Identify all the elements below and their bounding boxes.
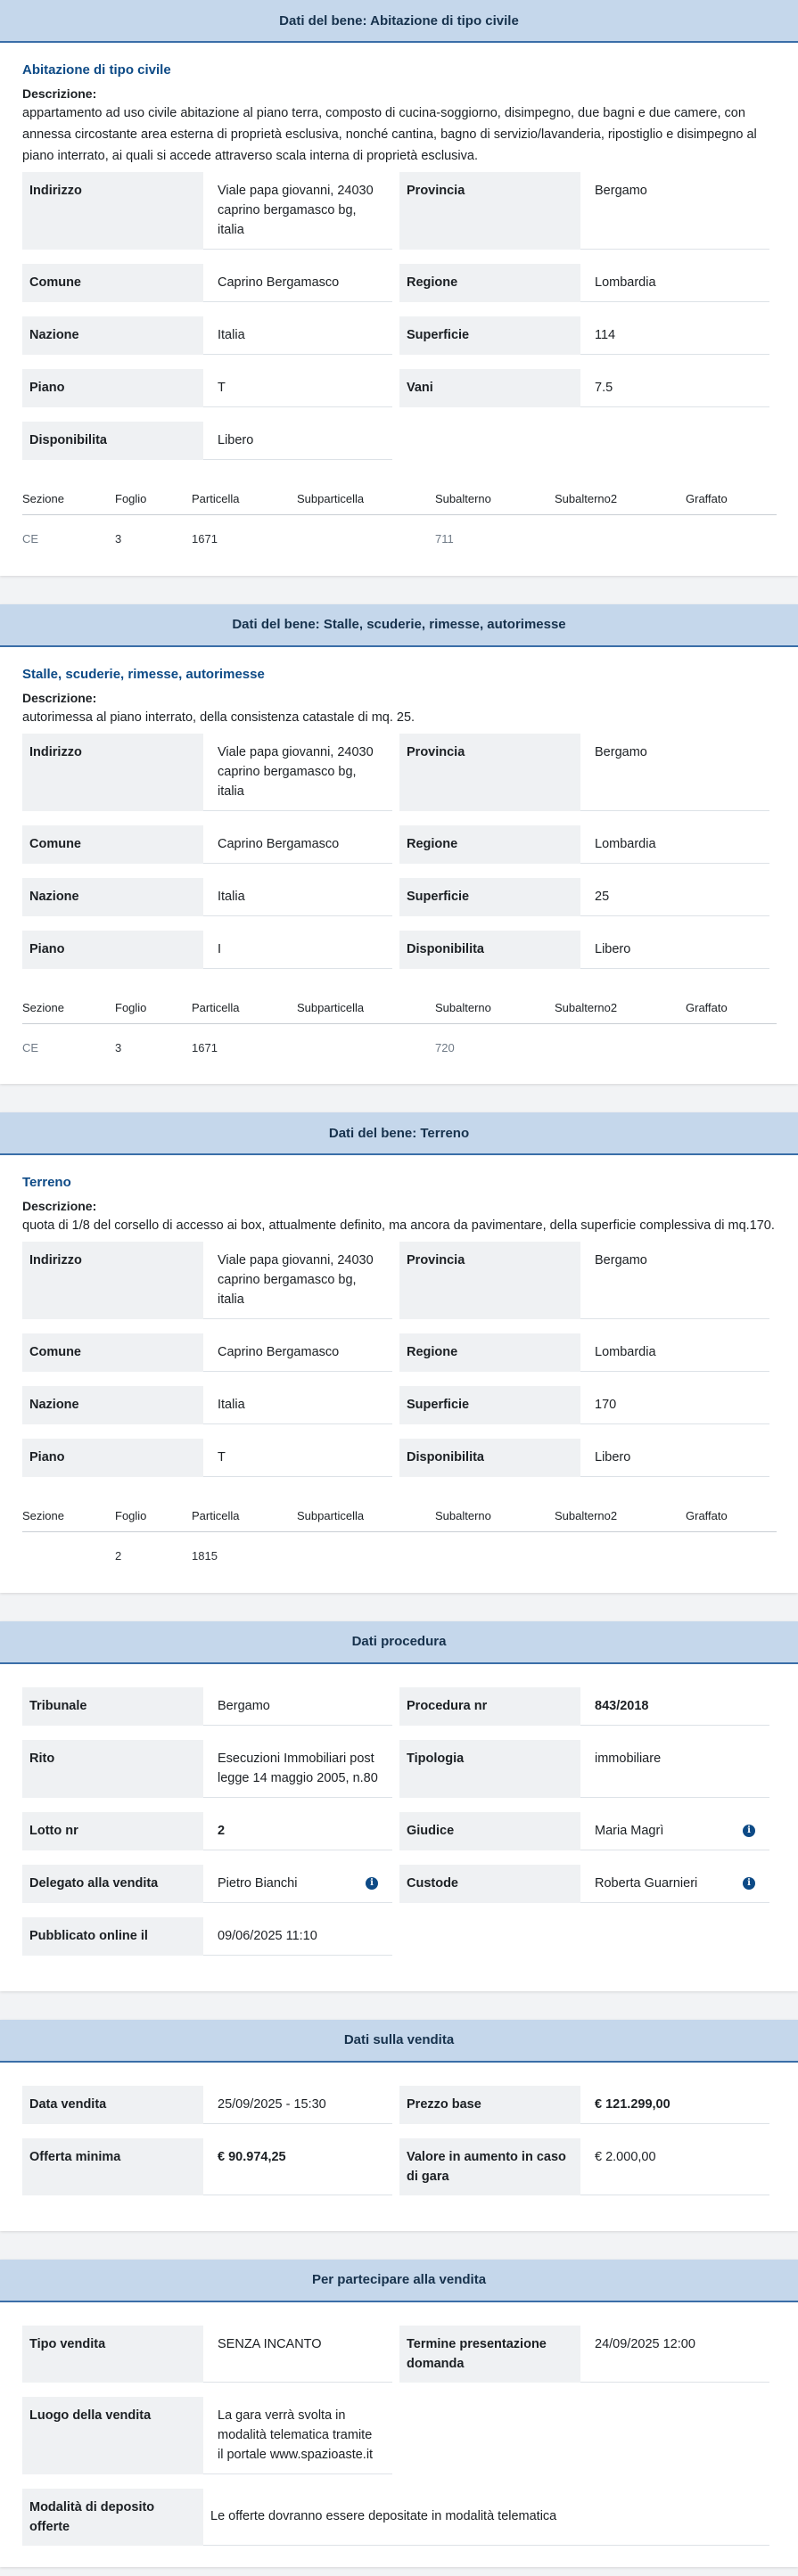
field-label: Custode	[399, 1865, 580, 1903]
field-value-text: Viale papa giovanni, 24030 caprino bergamasco bg, italia	[218, 184, 374, 237]
field-value-text: Bergamo	[595, 744, 647, 759]
field-value	[203, 369, 392, 407]
bene-title: Terreno	[22, 1175, 71, 1190]
bene-title: Abitazione di tipo civile	[22, 62, 171, 78]
catasto-col-header: Foglio	[115, 485, 192, 515]
field-value-text: 25/09/2025 - 15:30	[218, 2096, 326, 2112]
catasto-table	[22, 485, 777, 554]
details-grid	[22, 734, 777, 983]
field-label: Piano	[22, 1439, 203, 1477]
description-label: Descrizione:	[22, 86, 97, 101]
card-header: Dati del bene: Stalle, scuderie, rimesse, autorimesse	[0, 604, 798, 647]
catasto-body	[22, 1023, 777, 1062]
catasto-header	[22, 994, 777, 1024]
field-value-text: € 121.299,00	[595, 2096, 670, 2112]
partecipare-card	[0, 2260, 798, 2567]
field-label: Tipologia	[399, 1740, 580, 1798]
field-value-text: Italia	[218, 328, 245, 342]
field-label: Provincia	[399, 734, 580, 811]
catasto-cell	[297, 1023, 435, 1062]
field-value-text: 170	[595, 1398, 617, 1412]
field-value	[580, 2086, 769, 2124]
field-value-text: Lombardia	[595, 275, 656, 290]
details-grid	[22, 172, 777, 474]
catasto-col-header: Sezione	[22, 1502, 115, 1532]
catasto-col-header: Graffato	[686, 485, 777, 515]
catasto-col-header: Subparticella	[297, 994, 435, 1024]
field-value-text: Caprino Bergamasco	[218, 275, 340, 290]
field-value	[580, 1812, 769, 1850]
vendita-card	[0, 2020, 798, 2231]
field-label: Offerta minima	[22, 2138, 203, 2195]
card-body	[0, 43, 798, 576]
field-value	[203, 1865, 392, 1903]
field-value-text: SENZA INCANTO	[218, 2336, 322, 2351]
info-icon[interactable]: i	[743, 1877, 755, 1890]
field-value-text: Bergamo	[595, 1253, 647, 1267]
card-body	[0, 2063, 798, 2231]
field-value	[203, 734, 392, 811]
catasto-col-header: Subalterno2	[555, 1502, 686, 1532]
field-value	[580, 1386, 769, 1424]
field-value	[203, 1812, 392, 1850]
catasto-header-row	[22, 994, 777, 1024]
catasto-cell	[686, 1023, 777, 1062]
catasto-cell: 1671	[192, 1040, 218, 1054]
field-value	[580, 1333, 769, 1372]
catasto-col-header: Sezione	[22, 994, 115, 1024]
field-value: Le offerte dovranno essere depositate in modalità telematica	[203, 2489, 769, 2546]
field-value-text: Libero	[595, 941, 631, 956]
field-value	[203, 1740, 392, 1798]
field-value	[580, 878, 769, 916]
details-grid	[22, 2326, 777, 2489]
field-label: Delegato alla vendita	[22, 1865, 203, 1903]
procedura-card	[0, 1621, 798, 1991]
field-label: Regione	[399, 825, 580, 864]
catasto-col-header: Subparticella	[297, 1502, 435, 1532]
catasto-header	[22, 485, 777, 515]
field-value-text: immobiliare	[595, 1751, 662, 1766]
catasto-header-row	[22, 485, 777, 515]
field-value-text: Libero	[218, 433, 254, 447]
field-label: Disponibilita	[399, 931, 580, 969]
catasto-col-header: Foglio	[115, 1502, 192, 1532]
field-value-text: Italia	[218, 889, 245, 904]
description-text: quota di 1/8 del corsello di accesso ai box, attualmente definito, ma ancora da pavimentare, della superficie complessiva di mq.170.	[22, 1218, 775, 1233]
field-label: Provincia	[399, 172, 580, 250]
catasto-col-header: Particella	[192, 1502, 297, 1532]
field-value-text: 843/2018	[595, 1698, 649, 1713]
field-value-text: La gara verrà svolta in modalità telematica tramite il portale www.spazioaste.it	[218, 2408, 374, 2462]
card-header: Dati sulla vendita	[0, 2020, 798, 2063]
field-value	[203, 1917, 392, 1956]
catasto-header	[22, 1502, 777, 1532]
field-label: Indirizzo	[22, 734, 203, 811]
field-label: Piano	[22, 931, 203, 969]
field-label: Termine presentazione domanda	[399, 2326, 580, 2383]
field-value-text: 09/06/2025 11:10	[218, 1928, 317, 1943]
field-value-text: Viale papa giovanni, 24030 caprino bergamasco bg, italia	[218, 1253, 374, 1307]
field-value-text: Pietro Bianchi	[218, 1875, 298, 1891]
field-value	[203, 172, 392, 250]
field-value	[580, 1865, 769, 1903]
table-row	[22, 1023, 777, 1062]
field-label: Comune	[22, 264, 203, 302]
field-label: Vani	[399, 369, 580, 407]
field-value-text: Caprino Bergamasco	[218, 836, 340, 851]
field-label: Disponibilita	[22, 422, 203, 460]
field-value-text: Bergamo	[218, 1698, 270, 1713]
bene-card	[0, 0, 798, 576]
catasto-body	[22, 1532, 777, 1571]
field-value-text: Viale papa giovanni, 24030 caprino bergamasco bg, italia	[218, 744, 374, 799]
card-body	[0, 647, 798, 1085]
field-label: Indirizzo	[22, 1242, 203, 1319]
field-value-text: Italia	[218, 1398, 245, 1412]
field-value	[580, 1242, 769, 1319]
deposito-row	[22, 2489, 777, 2560]
card-body	[0, 1664, 798, 1991]
field-value	[203, 931, 392, 969]
catasto-cell: 1671	[192, 532, 218, 546]
field-label: Prezzo base	[399, 2086, 580, 2124]
description-text: appartamento ad uso civile abitazione al piano terra, composto di cucina-soggiorno, disimpegno, due bagni e due camere, con annessa circostante area esterna di proprietà esclusiva, nonché cantina, bagno di servizio/lavanderia, ripostiglio e disimpegno al piano interrato, ai quali si accede attraverso scala interna di proprietà esclusiva.	[22, 106, 757, 163]
card-header: Dati procedura	[0, 1621, 798, 1664]
bene-card	[0, 604, 798, 1085]
info-icon[interactable]: i	[743, 1825, 755, 1837]
field-value-text: 2	[218, 1823, 226, 1838]
catasto-col-header: Subalterno	[435, 1502, 555, 1532]
catasto-col-header: Subparticella	[297, 485, 435, 515]
field-label: Regione	[399, 1333, 580, 1372]
catasto-cell	[686, 1532, 777, 1571]
field-value	[580, 316, 769, 355]
catasto-table	[22, 994, 777, 1063]
catasto-col-header: Subalterno2	[555, 485, 686, 515]
field-label: Pubblicato online il	[22, 1917, 203, 1956]
field-label: Rito	[22, 1740, 203, 1798]
table-row	[22, 1532, 777, 1571]
field-label: Comune	[22, 1333, 203, 1372]
field-label: Nazione	[22, 316, 203, 355]
field-label: Lotto nr	[22, 1812, 203, 1850]
field-value-text: Bergamo	[595, 184, 647, 198]
field-value	[580, 825, 769, 864]
field-value	[580, 2326, 769, 2383]
catasto-cell: 720	[435, 1040, 455, 1054]
catasto-cell: 2	[115, 1549, 122, 1563]
catasto-cell: 3	[115, 1040, 122, 1054]
field-value	[203, 1439, 392, 1477]
field-label: Procedura nr	[399, 1687, 580, 1726]
catasto-table	[22, 1502, 777, 1571]
description-label: Descrizione:	[22, 1199, 97, 1213]
field-label: Superficie	[399, 316, 580, 355]
field-value-text: 25	[595, 889, 610, 904]
catasto-header-row	[22, 1502, 777, 1532]
field-value	[580, 1687, 769, 1726]
field-label: Piano	[22, 369, 203, 407]
field-label: Luogo della vendita	[22, 2397, 203, 2474]
bene-title: Stalle, scuderie, rimesse, autorimesse	[22, 666, 265, 682]
field-value	[580, 734, 769, 811]
field-label: Modalità di deposito offerte	[22, 2489, 203, 2546]
catasto-col-header: Subalterno	[435, 994, 555, 1024]
catasto-col-header: Subalterno2	[555, 994, 686, 1024]
catasto-cell	[555, 1532, 686, 1571]
field-value	[203, 1687, 392, 1726]
field-value	[203, 878, 392, 916]
card-header: Dati del bene: Terreno	[0, 1112, 798, 1155]
field-value-text: 24/09/2025 12:00	[595, 2336, 695, 2351]
field-value	[203, 1242, 392, 1319]
details-grid	[22, 2086, 777, 2210]
catasto-col-header: Graffato	[686, 1502, 777, 1532]
field-value-text: Lombardia	[595, 1345, 656, 1359]
catasto-col-header: Graffato	[686, 994, 777, 1024]
description-text: autorimessa al piano interrato, della consistenza catastale di mq. 25.	[22, 710, 415, 725]
catasto-cell: 711	[435, 532, 454, 546]
catasto-cell: 3	[115, 532, 122, 546]
info-icon[interactable]: i	[366, 1877, 378, 1890]
field-label: Tipo vendita	[22, 2326, 203, 2383]
field-label: Superficie	[399, 878, 580, 916]
field-label: Disponibilita	[399, 1439, 580, 1477]
catasto-cell: 1815	[192, 1549, 218, 1563]
catasto-cell	[297, 515, 435, 554]
field-value	[203, 2138, 392, 2195]
table-row	[22, 515, 777, 554]
field-value-text: Lombardia	[595, 836, 656, 851]
field-label: Regione	[399, 264, 580, 302]
field-value-text: T	[218, 381, 226, 395]
field-value-text: T	[218, 1450, 226, 1464]
field-value-text: I	[218, 941, 222, 956]
field-value	[203, 264, 392, 302]
catasto-col-header: Sezione	[22, 485, 115, 515]
card-body	[0, 2302, 798, 2567]
catasto-col-header: Subalterno	[435, 485, 555, 515]
catasto-col-header: Particella	[192, 485, 297, 515]
field-label: Nazione	[22, 1386, 203, 1424]
field-label: Tribunale	[22, 1687, 203, 1726]
field-value	[203, 2397, 392, 2474]
details-grid	[22, 1242, 777, 1491]
field-value	[580, 172, 769, 250]
field-value	[203, 2326, 392, 2383]
field-label: Nazione	[22, 878, 203, 916]
field-label: Valore in aumento in caso di gara	[399, 2138, 580, 2195]
catasto-col-header: Particella	[192, 994, 297, 1024]
field-value-text: € 2.000,00	[595, 2149, 656, 2164]
field-value-text: Roberta Guarnieri	[595, 1875, 698, 1891]
field-value	[203, 1386, 392, 1424]
field-label: Provincia	[399, 1242, 580, 1319]
field-label: Data vendita	[22, 2086, 203, 2124]
catasto-cell: CE	[22, 1040, 39, 1054]
catasto-cell	[297, 1532, 435, 1571]
field-value-text: 114	[595, 328, 616, 342]
field-value	[580, 931, 769, 969]
field-value-text: Caprino Bergamasco	[218, 1345, 340, 1359]
card-body	[0, 1155, 798, 1593]
catasto-cell	[555, 1023, 686, 1062]
field-label: Giudice	[399, 1812, 580, 1850]
catasto-cell	[555, 515, 686, 554]
catasto-col-header: Foglio	[115, 994, 192, 1024]
field-value	[580, 369, 769, 407]
catasto-cell: CE	[22, 532, 39, 546]
field-value	[580, 1740, 769, 1798]
field-label: Comune	[22, 825, 203, 864]
field-value	[580, 264, 769, 302]
field-value-text: 7.5	[595, 381, 613, 395]
field-value-text: Maria Magrì	[595, 1823, 664, 1838]
bene-card	[0, 1112, 798, 1593]
field-value-text: Libero	[595, 1450, 631, 1464]
field-value	[580, 1439, 769, 1477]
details-grid	[22, 1687, 777, 1970]
card-header: Per partecipare alla vendita	[0, 2260, 798, 2302]
catasto-cell	[435, 1532, 555, 1571]
catasto-cell	[686, 515, 777, 554]
field-value	[203, 316, 392, 355]
field-label: Superficie	[399, 1386, 580, 1424]
field-value	[203, 825, 392, 864]
description-label: Descrizione:	[22, 690, 97, 705]
field-label: Indirizzo	[22, 172, 203, 250]
catasto-cell	[22, 1532, 115, 1571]
field-value-text: Esecuzioni Immobiliari post legge 14 maggio 2005, n.80	[218, 1751, 378, 1785]
card-header: Dati del bene: Abitazione di tipo civile	[0, 0, 798, 43]
field-value	[203, 2086, 392, 2124]
catasto-body	[22, 515, 777, 554]
field-value-text: € 90.974,25	[218, 2149, 286, 2164]
field-value	[203, 1333, 392, 1372]
field-value	[580, 2138, 769, 2195]
field-value	[203, 422, 392, 460]
